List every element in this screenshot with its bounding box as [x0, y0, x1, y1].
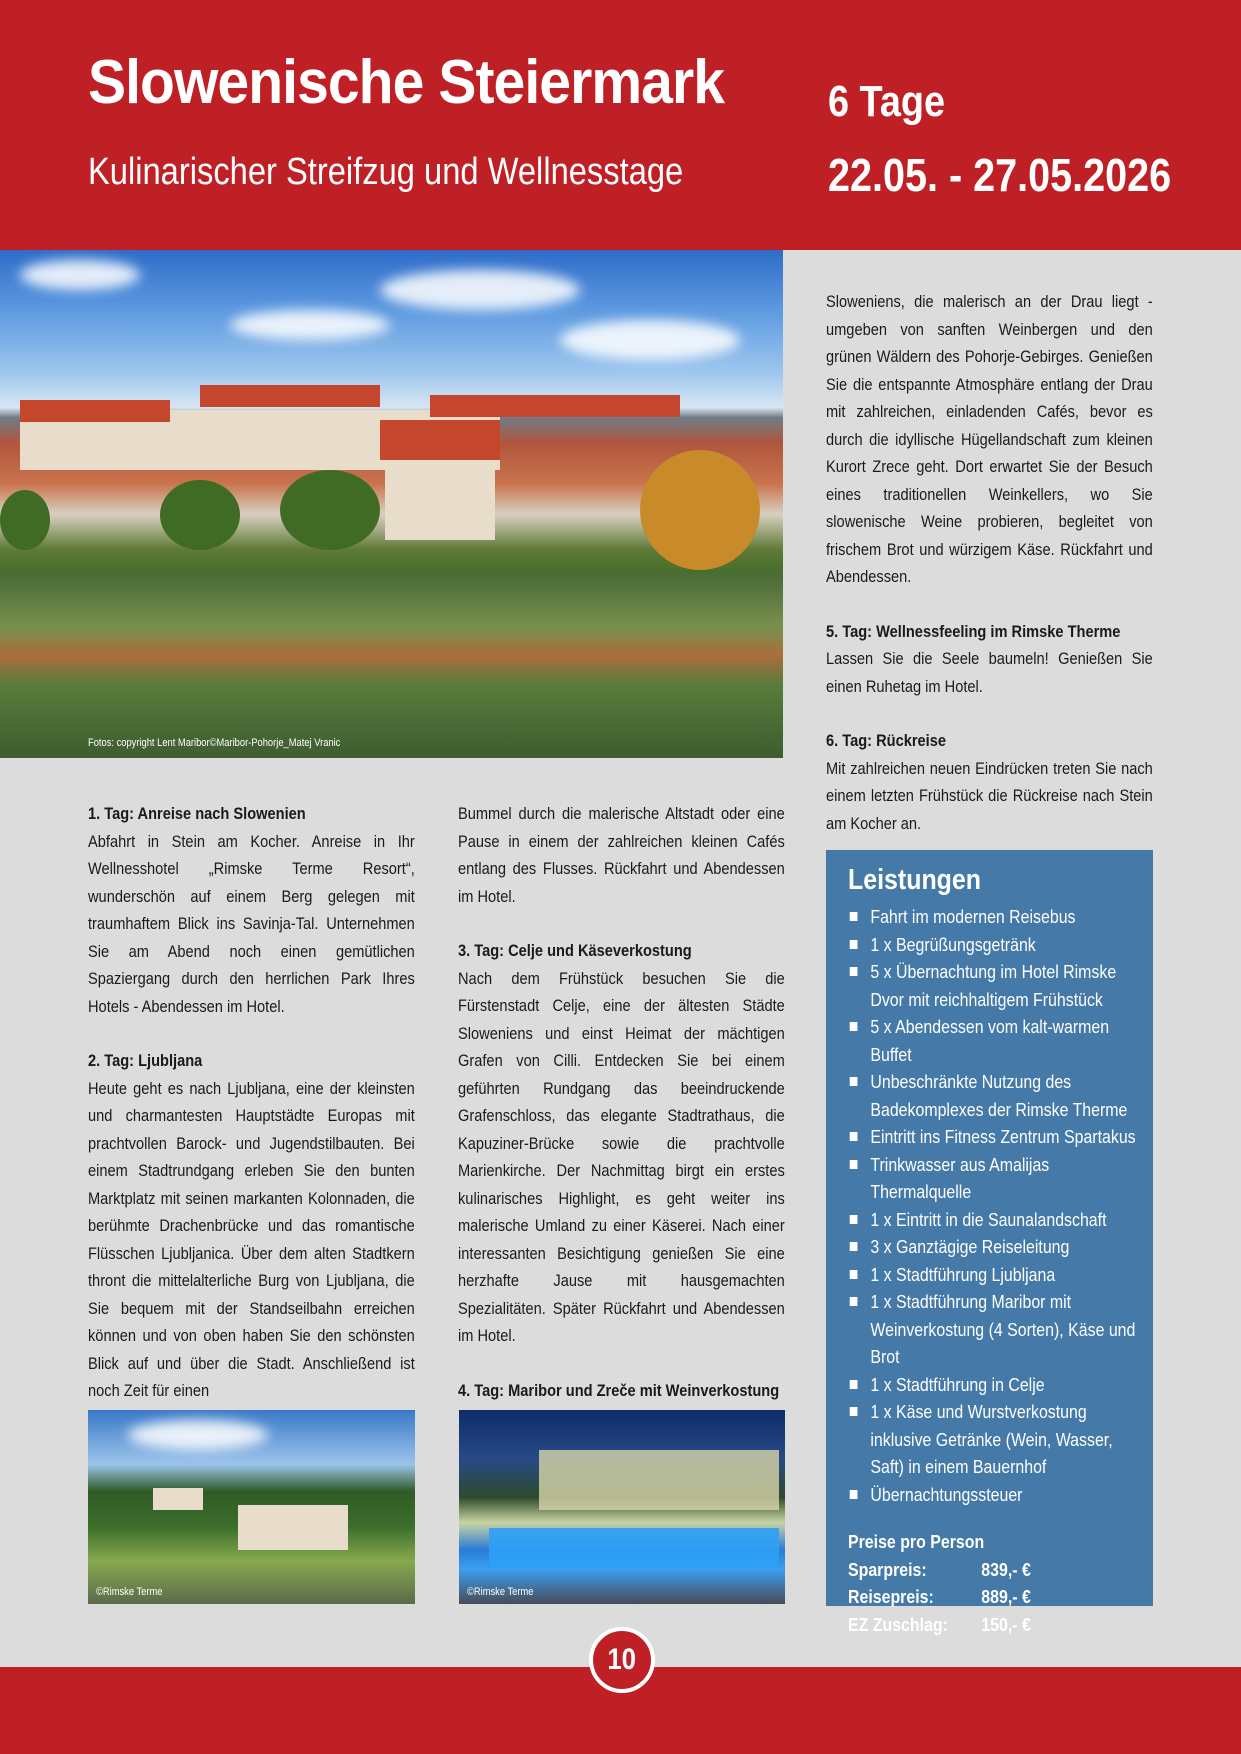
leistung-item: 3 x Ganztägige Reiseleitung	[848, 1233, 1140, 1261]
day2-heading: 2. Tag: Ljubljana	[88, 1051, 203, 1070]
leistung-item: 5 x Übernachtung im Hotel Rimske Dvor mit reichhaltigem Frühstück	[848, 958, 1140, 1013]
page-number-badge	[589, 1627, 655, 1693]
leistung-item: 1 x Eintritt in die Saunalandschaft	[848, 1206, 1140, 1234]
trip-dates: 22.05. - 27.05.2026	[828, 149, 1172, 201]
day3-heading: 3. Tag: Celje und Käseverkostung	[458, 941, 692, 960]
leistung-item: Unbeschränkte Nutzung des Badekomplexes der Rimske Therme	[848, 1068, 1140, 1123]
column-right	[826, 288, 1153, 837]
day1-text: Abfahrt in Stein am Kocher. Anreise in Ihr Wellnesshotel „Rimske Terme Resort“, wunderschön auf einem Berg gelegen mit traumhaftem Blick ins Savinja-Tal. Unternehmen Sie am Abend noch einen gemütlichen Spaziergang durch den herrlichen Park Ihres Hotels - Abendessen im Hotel.	[88, 831, 415, 1016]
leistungen-list	[848, 903, 1140, 1508]
day6-heading: 6. Tag: Rückreise	[826, 731, 946, 750]
day2-text: Heute geht es nach Ljubljana, eine der kleinsten und charmantesten Hauptstädte Europas mit prachtvollen Barock- und Jugendstilbauten. Bei einem Stadtrundgang erleben Sie den bunten Marktplatz mit seinen markanten Kolonnaden, die berühmte Drachenbrücke und das romantische Flüsschen Ljubljanica. Über dem alten Stadtkern thront die mittelalterliche Burg von Ljubljana, die Sie bequem mit der Standseilbahn erreichen können und von oben haben Sie den schönsten Blick auf und über die Stadt. Anschließend ist noch Zeit für einen	[88, 1078, 415, 1400]
price-value: 839,- €	[981, 1558, 1031, 1580]
day1-heading: 1. Tag: Anreise nach Slowenien	[88, 804, 306, 823]
leistung-item: Fahrt im modernen Reisebus	[848, 903, 1140, 931]
leistungen-box	[826, 850, 1153, 1635]
main-photo-maribor	[0, 250, 783, 758]
price-title: Preise pro Person	[848, 1531, 985, 1552]
leistung-item: 1 x Stadtführung Maribor mit Weinverkostung (4 Sorten), Käse und Brot	[848, 1288, 1140, 1371]
day4-text-continued: Sloweniens, die malerisch an der Drau liegt - umgeben von sanften Weinbergen und den grünen Wäldern des Pohorje-Gebirges. Genießen Sie die entspannte Atmosphäre entlang der Drau mit zahlreichen, einladenden Cafés, bevor es durch die idyllische Hügellandschaft zum kleinen Kurort Zrece geht. Dort erwartet Sie der Besuch eines traditionellen Weinkellers, wo Sie slowenische Weine probieren, begleitet von frischem Brot und würzigem Käse. Rückfahrt und Abendessen.	[826, 292, 1153, 586]
photo-rimske-terme-hotel	[88, 1410, 415, 1604]
leistung-item: Übernachtungssteuer	[848, 1481, 1140, 1509]
main-photo-caption: Fotos: copyright Lent Maribor©Maribor-Pohorje_Matej Vranic	[88, 737, 341, 749]
price-value: 889,- €	[981, 1586, 1031, 1607]
price-label: EZ Zuschlag:	[848, 1613, 948, 1635]
day5-heading: 5. Tag: Wellnessfeeling im Rimske Therme	[826, 621, 1121, 641]
price-row-sparpreis	[848, 1556, 1140, 1584]
day6-text: Mit zahlreichen neuen Eindrücken treten Sie nach einem letzten Frühstück die Rückreise nach Stein am Kocher an.	[826, 758, 1153, 833]
photo-caption-left: ©Rimske Terme	[96, 1586, 163, 1598]
day2-text-continued: Bummel durch die malerische Altstadt oder eine Pause in einem der zahlreichen kleinen Cafés entlang des Flusses. Rückfahrt und Abendessen im Hotel.	[458, 804, 785, 906]
page-number: 10	[607, 1643, 637, 1676]
page-subtitle: Kulinarischer Streifzug und Wellnesstage	[88, 151, 684, 193]
day5-text: Lassen Sie die Seele baumeln! Genießen Sie einen Ruhetag im Hotel.	[826, 649, 1153, 696]
column-middle	[458, 800, 784, 1459]
day3-text: Nach dem Frühstück besuchen Sie die Fürstenstadt Celje, eine der ältesten Städte Sloweniens und einst Heimat der mächtigen Grafen von Cilli. Entdecken Sie bei einem geführten Rundgang das beeindruckende Grafenschloss, das elegante Stadtrathaus, die Kapuziner-Brücke sowie die prachtvolle Marienkirche. Der Nachmittag birgt ein erstes kulinarisches Highlight, es geht weiter ins malerische Umland zu einer Käserei. Nach einer interessanten Besichtigung genießen Sie eine herzhafte Jause mit hausgemachten Spezialitäten. Später Rückfahrt und Abendessen im Hotel.	[458, 968, 785, 1345]
price-label: Sparpreis:	[848, 1558, 927, 1580]
price-label: Reisepreis:	[848, 1586, 934, 1607]
price-value: 150,- €	[981, 1613, 1031, 1635]
photo-caption-right: ©Rimske Terme	[467, 1586, 534, 1598]
leistung-item: 1 x Stadtführung in Celje	[848, 1371, 1140, 1399]
leistung-item: 1 x Begrüßungsgetränk	[848, 931, 1140, 959]
trip-duration: 6 Tage	[828, 77, 946, 126]
page-title: Slowenische Steiermark	[88, 48, 725, 117]
leistungen-title: Leistungen	[848, 864, 982, 896]
price-row-reisepreis	[848, 1583, 1140, 1611]
header-banner	[0, 0, 1241, 250]
leistung-item: Trinkwasser aus Amalijas Thermalquelle	[848, 1151, 1140, 1206]
photo-rimske-terme-pool	[459, 1410, 785, 1604]
day4-heading: 4. Tag: Maribor und Zreče mit Weinverkostung	[458, 1380, 780, 1400]
price-row-ez-zuschlag	[848, 1611, 1140, 1639]
leistung-item: 5 x Abendessen vom kalt-warmen Buffet	[848, 1013, 1140, 1068]
leistung-item: 1 x Käse und Wurstverkostung inklusive Getränke (Wein, Wasser, Saft) in einem Bauernhof	[848, 1398, 1140, 1481]
leistung-item: Eintritt ins Fitness Zentrum Spartakus	[848, 1123, 1140, 1151]
column-left	[88, 800, 415, 1405]
leistung-item: 1 x Stadtführung Ljubljana	[848, 1261, 1140, 1289]
